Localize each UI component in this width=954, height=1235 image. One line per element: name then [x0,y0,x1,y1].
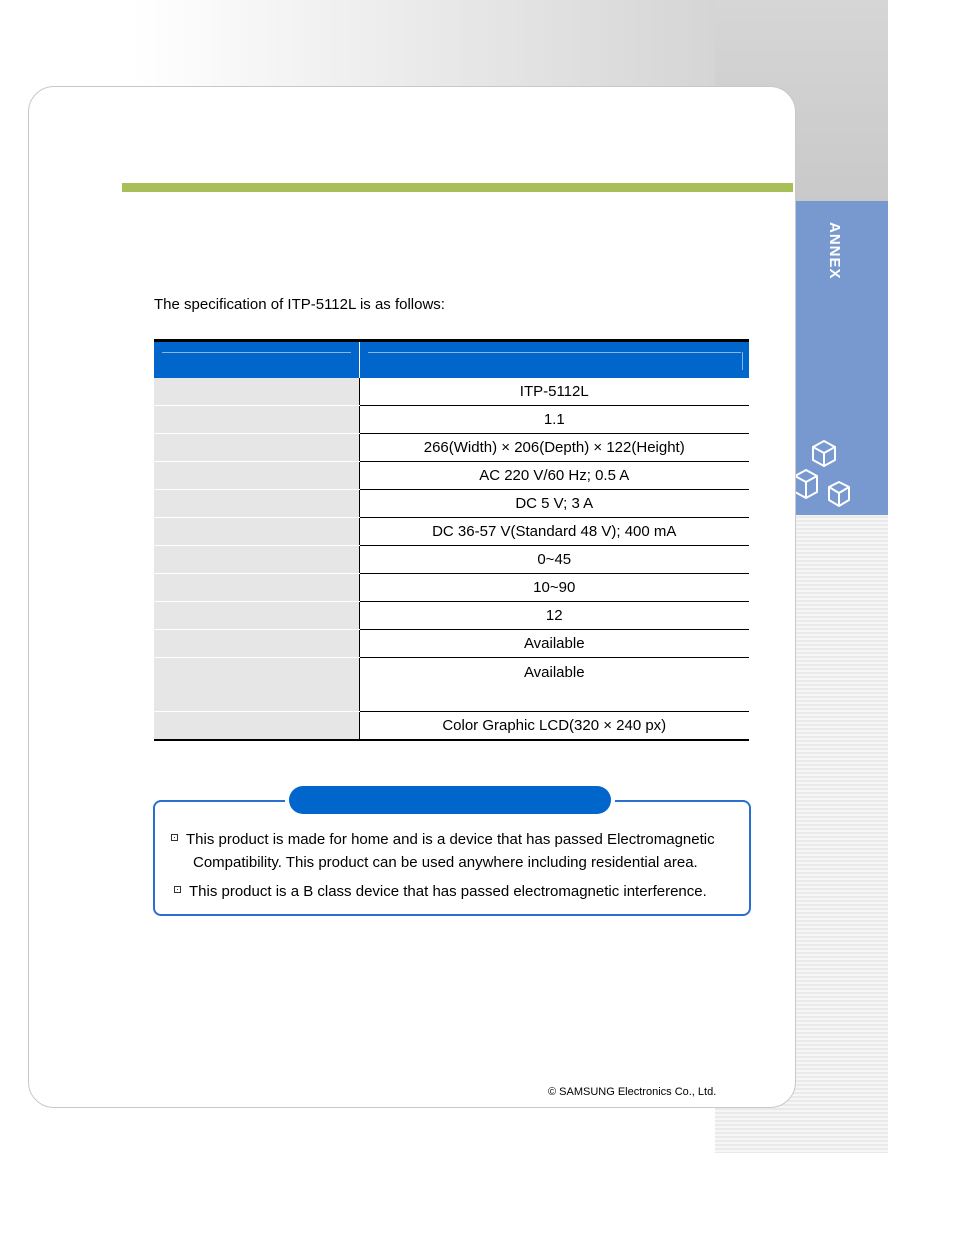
footer-copyright: © SAMSUNG Electronics Co., Ltd. [548,1086,717,1098]
note-bullet-icon [171,834,178,841]
spec-header-item [154,341,359,379]
row-value: ITP-5112L [359,378,749,406]
table-row [154,406,749,434]
table-row [154,602,749,630]
row-label-cell [154,546,359,574]
section-divider [122,183,793,192]
row-value: DC 5 V; 3 A [359,490,749,518]
spec-table [154,339,749,741]
row-label-cell [154,462,359,490]
cube-icon [813,441,835,466]
row-value: Available [359,630,749,658]
row-label-cell [154,602,359,630]
row-label-cell [154,434,359,462]
row-label-cell [154,518,359,546]
row-label-cell [154,712,359,741]
table-row [154,546,749,574]
row-label-cell [154,490,359,518]
row-value: 12 [359,602,749,630]
row-value: DC 36-57 V(Standard 48 V); 400 mA [359,518,749,546]
intro-text: The specification of ITP-5112L is as follows: [154,296,445,313]
row-label-cell [154,406,359,434]
note-text-line: This product is made for home and is a device that has passed Electromagnetic [186,831,715,848]
spec-table-header [154,341,749,379]
cube-icon [829,482,849,506]
table-row [154,630,749,658]
row-value: 266(Width) × 206(Depth) × 122(Height) [359,434,749,462]
table-row [154,658,749,712]
row-value: Available [359,658,749,712]
table-row [154,518,749,546]
row-label-cell [154,658,359,712]
row-label-cell [154,574,359,602]
row-value: 10~90 [359,574,749,602]
note-content [170,828,740,903]
note-text-line: This product is a B class device that has passed electromagnetic interference. [189,883,707,900]
annex-label: ANNEX [826,222,843,280]
table-row [154,434,749,462]
row-value: AC 220 V/60 Hz; 0.5 A [359,462,749,490]
row-value: Color Graphic LCD(320 × 240 px) [359,712,749,741]
note-item [170,828,740,874]
row-label-cell [154,630,359,658]
table-row [154,574,749,602]
row-value: 0~45 [359,546,749,574]
table-row [154,490,749,518]
spec-header-value [359,341,749,379]
note-text-line: Compatibility. This product can be used anywhere including residential area. [193,854,698,871]
cube-icon [795,470,817,498]
table-row [154,378,749,406]
row-value: 1.1 [359,406,749,434]
row-label-cell [154,378,359,406]
note-bullet-icon [174,886,181,893]
note-item [170,880,740,903]
cubes-icon [790,436,860,516]
table-row [154,462,749,490]
table-row [154,712,749,741]
note-title-pill [289,786,611,814]
